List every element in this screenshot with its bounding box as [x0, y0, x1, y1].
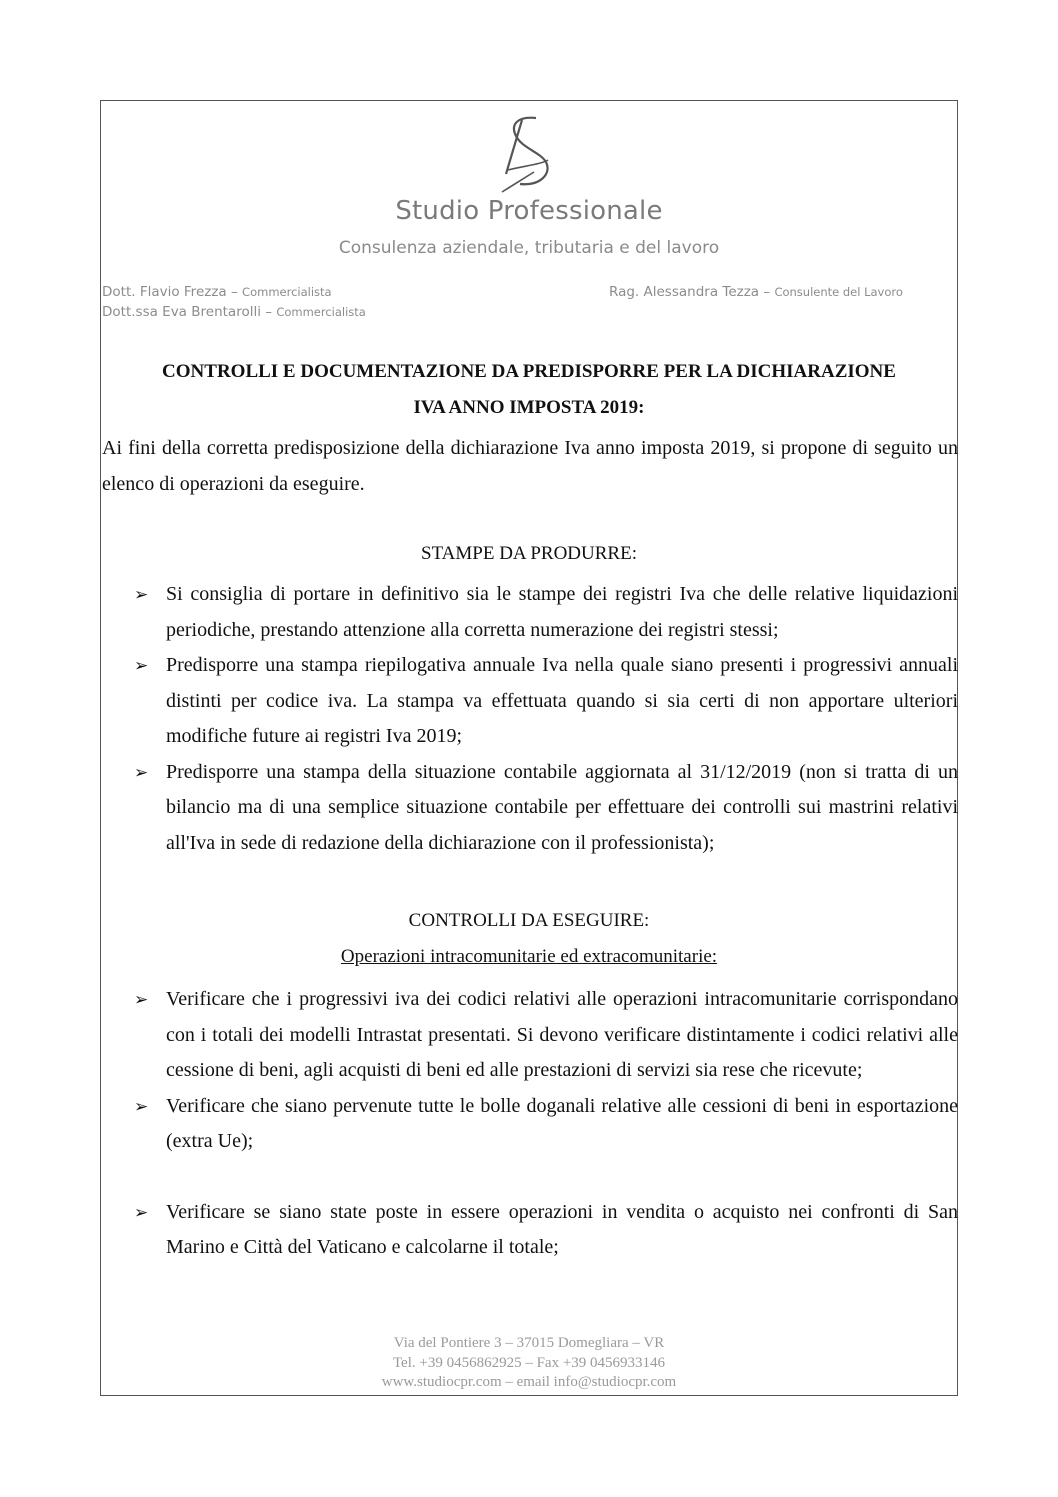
list-controlli [132, 982, 958, 1266]
document-title-line-2: IVA ANNO IMPOSTA 2019: [413, 397, 645, 418]
page-footer [100, 1334, 958, 1393]
professional-1: Dott. Flavio Frezza – Commercialista [102, 284, 332, 300]
list-stampe [132, 577, 958, 861]
arrow-bullet-icon: ➢ [134, 656, 149, 675]
professional-role: Consulente del Lavoro [774, 285, 903, 299]
arrow-bullet-icon: ➢ [134, 1202, 149, 1222]
arrow-bullet-icon: ➢ [134, 990, 149, 1009]
professional-2: Dott.ssa Eva Brentarolli – Commercialista [102, 304, 366, 320]
professional-name: Dott. Flavio Frezza [102, 284, 227, 300]
section-heading-controlli: CONTROLLI DA ESEGUIRE: [408, 910, 650, 931]
arrow-bullet-icon: ➢ [134, 1096, 149, 1116]
footer-web: www.studiocpr.com – email info@studiocpr.com [381, 1374, 677, 1390]
list-item: ➢ Verificare che siano pervenute tutte le bolle doganali relative alle cessioni di beni in esportazione (extra Ue); [132, 1089, 958, 1160]
intro-paragraph: Ai fini della corretta predisposizione della dichiarazione Iva anno imposta 2019, si propone di seguito un elenco di operazioni da eseguire. [102, 437, 958, 495]
studio-logo-icon [478, 112, 574, 198]
document-title-line-1: CONTROLLI E DOCUMENTAZIONE DA PREDISPORRE PER LA DICHIARAZIONE [162, 361, 896, 382]
professional-3: Rag. Alessandra Tezza – Consulente del Lavoro [609, 284, 903, 300]
professional-name: Dott.ssa Eva Brentarolli [102, 304, 261, 320]
list-item: ➢ Si consiglia di portare in definitivo sia le stampe dei registri Iva che delle relative liquidazioni periodiche, prestando attenzione alla corretta numerazione dei registri stessi; [132, 577, 958, 648]
list-item: ➢ Predisporre una stampa riepilogativa annuale Iva nella quale siano presenti i progressivi annuali distinti per codice iva. La stampa va effettuata quando si sia certi di non apportare ulteriori modifiche future ai registri Iva 2019; [132, 648, 958, 755]
list-item: ➢ Predisporre una stampa della situazione contabile aggiornata al 31/12/2019 (non si tratta di un bilancio ma di una semplice situazione contabile per effettuare dei controlli sui mastrini relativi all'Iva in sede di redazione della dichiarazione con il professionista); [132, 755, 958, 862]
professional-role: Commercialista [242, 285, 332, 299]
footer-phone: Tel. +39 0456862925 – Fax +39 0456933146 [392, 1354, 666, 1371]
professional-role: Commercialista [276, 305, 366, 319]
list-item: ➢ Verificare se siano state poste in essere operazioni in vendita o acquisto nei confronti di San Marino e Città del Vaticano e calcolarne il totale; [132, 1195, 958, 1266]
section-heading-stampe: STAMPE DA PRODURRE: [421, 543, 637, 564]
professional-name: Rag. Alessandra Tezza [609, 284, 760, 300]
list-item: ➢ Verificare che i progressivi iva dei codici relativi alle operazioni intracomunitarie corrispondano con i totali dei modelli Intrastat presentati. Si devono verificare distintamente i codici relativi alle cessione di beni, agli acquisti di beni ed alle prestazioni di servizi sia rese che ricevute; [132, 982, 958, 1089]
arrow-bullet-icon: ➢ [134, 585, 149, 604]
subsection-heading-operazioni: Operazioni intracomunitarie ed extracomunitarie: [340, 946, 718, 967]
studio-subtitle: Consulenza aziendale, tributaria e del lavoro [338, 238, 720, 258]
arrow-bullet-icon: ➢ [134, 762, 149, 782]
footer-address: Via del Pontiere 3 – 37015 Domegliara – VR [393, 1335, 665, 1351]
studio-name: Studio Professionale [395, 196, 663, 226]
